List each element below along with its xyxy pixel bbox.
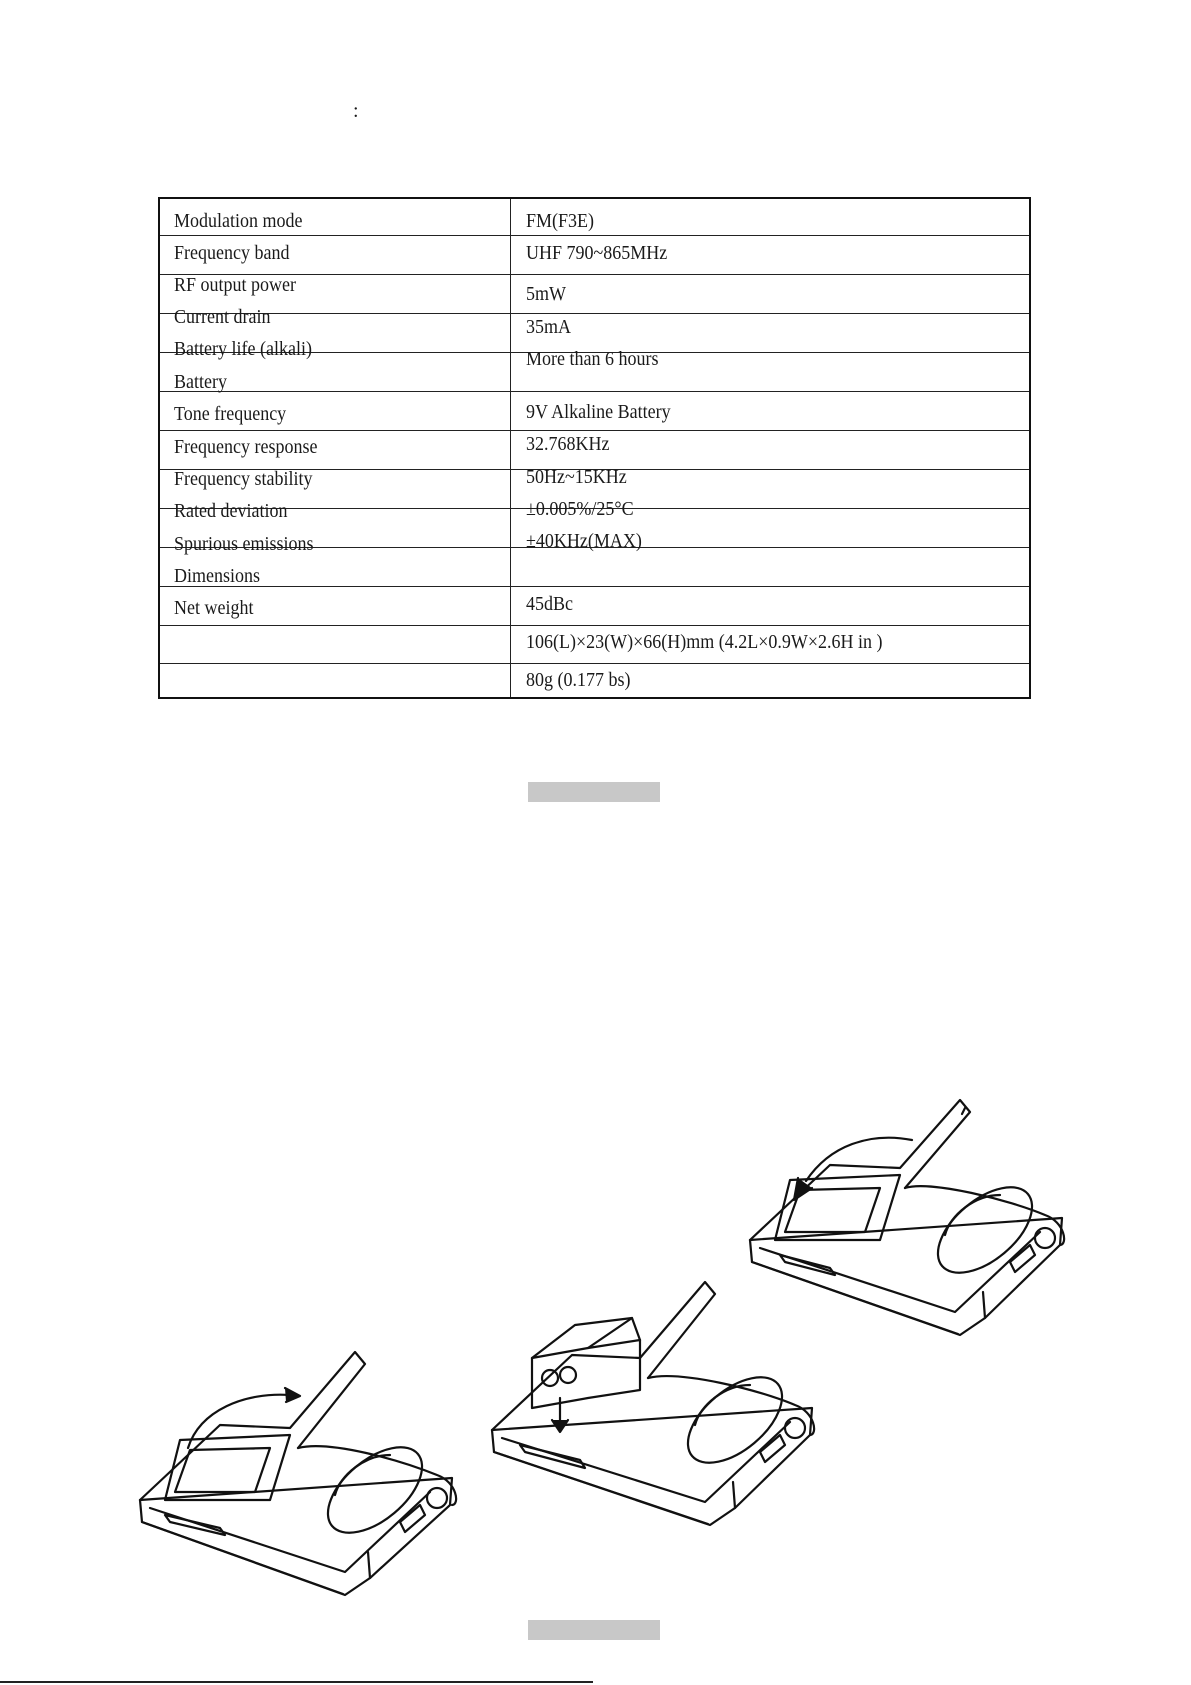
spec-value: 50Hz~15KHz (526, 466, 627, 488)
spec-value: 35mA (526, 316, 571, 338)
spec-value: 5mW (526, 283, 566, 305)
device-close-lid-icon (750, 1100, 1064, 1335)
spec-value: 45dBc (526, 593, 573, 615)
footer-rule (0, 1681, 593, 1683)
battery-insert-icon (492, 1282, 814, 1525)
device-open-lid-icon (140, 1352, 456, 1685)
spec-value: ±40KHz(MAX) (526, 530, 642, 552)
spec-label: Rated deviation (174, 500, 288, 522)
spec-value: 106(L)×23(W)×66(H)mm (4.2L×0.9W×2.6H in ) (526, 631, 883, 653)
spec-value: 9V Alkaline Battery (526, 401, 671, 423)
spec-label: Tone frequency (174, 403, 287, 425)
spec-label: Battery (174, 371, 227, 393)
spec-label: Battery life (alkali) (174, 338, 312, 360)
spec-value: ±0.005%/25°C (526, 498, 634, 520)
spec-label: Frequency band (174, 242, 290, 264)
spec-value: More than 6 hours (526, 348, 659, 370)
spec-label: Current drain (174, 306, 271, 328)
heading-colon: : (353, 100, 359, 122)
spec-value: UHF 790~865MHz (526, 242, 668, 264)
spec-label: Modulation mode (174, 210, 303, 232)
spec-value: FM(F3E) (526, 210, 595, 232)
spec-label: Net weight (174, 597, 254, 619)
spec-value: 80g (0.177 bs) (526, 669, 631, 691)
footer-marks (645, 1677, 735, 1683)
spec-label: Frequency response (174, 436, 318, 458)
spec-label: RF output power (174, 274, 297, 296)
spec-label: Dimensions (174, 565, 261, 587)
spec-label: Frequency stability (174, 468, 313, 490)
section-heading-bar (528, 1620, 660, 1640)
spec-value: 32.768KHz (526, 433, 610, 455)
spec-label: Spurious emissions (174, 533, 314, 555)
